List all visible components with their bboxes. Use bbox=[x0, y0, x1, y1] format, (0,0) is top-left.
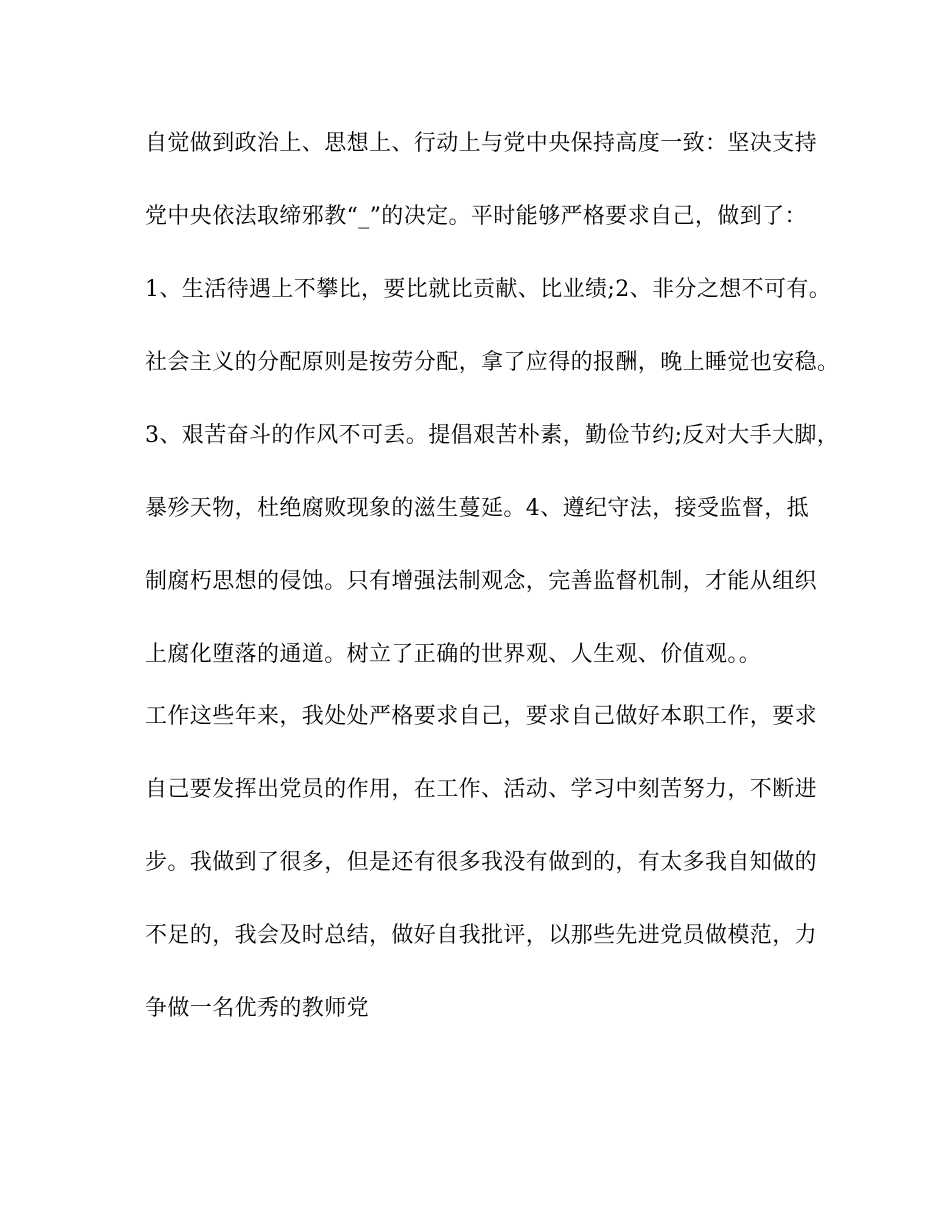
text-line: 工作这些年来，我处处严格要求自己，要求自己做好本职工作，要求 bbox=[145, 704, 818, 729]
text-line: 不足的，我会及时总结，做好自我批评，以那些先进党员做模范，力 bbox=[145, 923, 818, 948]
text-line: 步。我做到了很多，但是还有很多我没有做到的，有太多我自知做的 bbox=[145, 850, 818, 875]
text-line: 上腐化堕落的通道。树立了正确的世界观、人生观、价值观。。 bbox=[145, 642, 762, 667]
text-line: 社会主义的分配原则是按劳分配，拿了应得的报酬，晚上睡觉也安稳。 bbox=[145, 350, 840, 375]
text-line: 自觉做到政治上、思想上、行动上与党中央保持高度一致：坚决支持 bbox=[145, 131, 818, 156]
text-line: 党中央依法取缔邪教“_”的决定。平时能够严格要求自己，做到了： bbox=[145, 204, 807, 229]
text-line: 3、艰苦奋斗的作风不可丢。提倡艰苦朴素，勤俭节约;反对大手大脚， bbox=[145, 423, 840, 448]
text-line: 制腐朽思想的侵蚀。只有增强法制观念，完善监督机制，才能从组织 bbox=[145, 569, 818, 594]
text-line: 争做一名优秀的教师党 bbox=[145, 996, 370, 1021]
text-line: 1、生活待遇上不攀比，要比就比贡献、比业绩;2、非分之想不可有。 bbox=[145, 277, 832, 302]
text-line: 自己要发挥出党员的作用，在工作、活动、学习中刻苦努力，不断进 bbox=[145, 777, 818, 802]
text-line: 暴殄天物，杜绝腐败现象的滋生蔓延。4、遵纪守法，接受监督，抵 bbox=[145, 496, 809, 521]
